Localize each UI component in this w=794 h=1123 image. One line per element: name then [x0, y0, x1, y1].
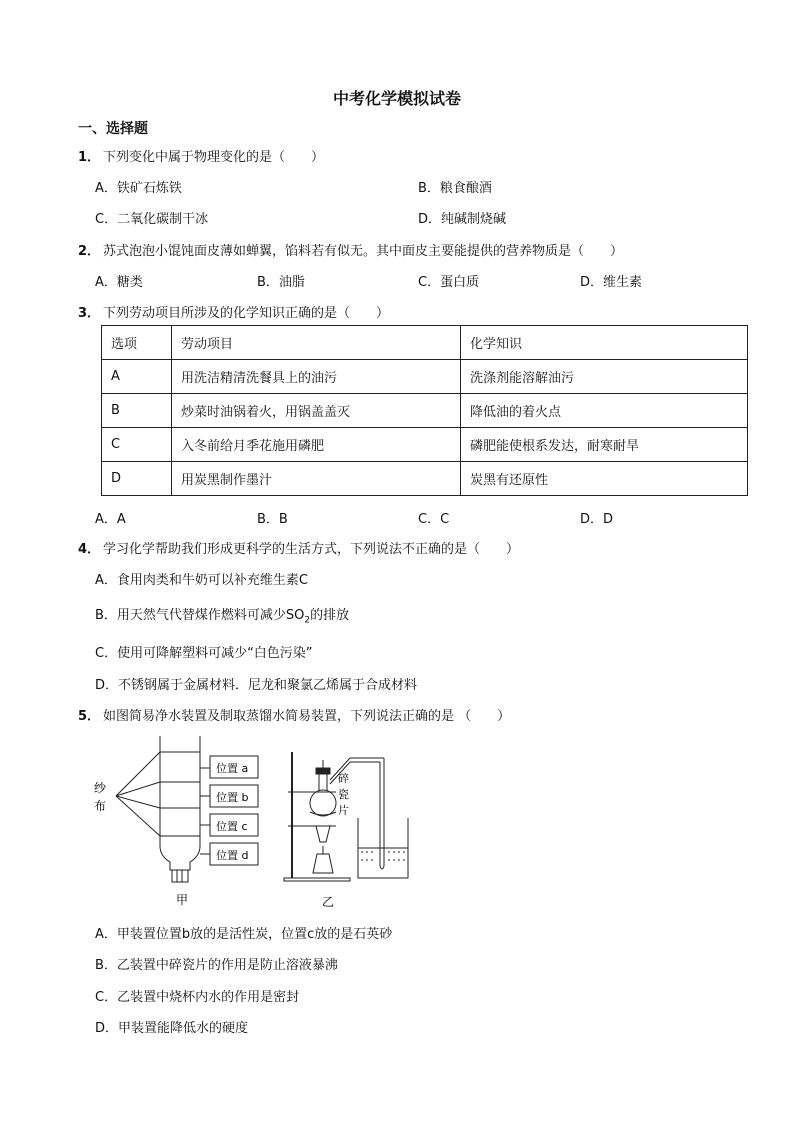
q2-option-c[interactable]: C．蛋白质 [418, 275, 480, 290]
shard-label: 碎 [338, 772, 349, 785]
cloth-label: 纱 [94, 781, 107, 795]
question-text: 如图简易净水装置及制取蒸馏水简易装置，下列说法正确的是 （ ） [103, 709, 511, 724]
q1-option-d[interactable]: D．纯碱制烧碱 [418, 212, 507, 227]
question-1 [78, 146, 324, 165]
table-cell: 用炭黑制作墨汁 [172, 462, 461, 496]
q3-option-d[interactable]: D．D [580, 512, 614, 527]
table-row [102, 394, 748, 428]
question-number: 4． [78, 542, 101, 557]
position-d-label: 位置 d [216, 849, 249, 862]
question-number: 2． [78, 244, 101, 259]
option-text: B．用天然气代替煤作燃料可减少SO [95, 608, 305, 623]
figure-label-yi: 乙 [322, 895, 335, 909]
q1-option-b[interactable]: B．粮食酿酒 [418, 181, 492, 196]
table-row [102, 360, 748, 394]
table-header-cell: 劳动项目 [172, 326, 461, 360]
table-cell: 磷肥能使根系发达，耐寒耐旱 [461, 428, 748, 462]
q1-option-a[interactable]: A．铁矿石炼铁 [95, 181, 182, 196]
knowledge-table [101, 325, 748, 496]
question-number: 3． [78, 306, 101, 321]
q4-option-d[interactable]: D．不锈钢属于金属材料．尼龙和聚氯乙烯属于合成材料 [95, 678, 418, 693]
table-cell: D [102, 462, 172, 496]
q1-option-c[interactable]: C．二氧化碳制干冰 [95, 212, 209, 227]
section-heading: 一、选择题 [78, 121, 148, 137]
question-5 [78, 705, 510, 724]
table-cell: 炒菜时油锅着火，用锅盖盖灭 [172, 394, 461, 428]
table-cell: A [102, 360, 172, 394]
position-c-label: 位置 c [216, 820, 248, 833]
position-a-label: 位置 a [216, 762, 249, 775]
position-b-label: 位置 b [216, 791, 249, 804]
question-4 [78, 538, 519, 557]
q5-option-b[interactable]: B．乙装置中碎瓷片的作用是防止溶液暴沸 [95, 958, 338, 973]
q3-option-c[interactable]: C．C [418, 512, 450, 527]
q5-option-c[interactable]: C．乙装置中烧杯内水的作用是密封 [95, 990, 300, 1005]
question-text: 苏式泡泡小馄饨面皮薄如蝉翼，馅料若有似无。其中面皮主要能提供的营养物质是（ ） [103, 244, 624, 259]
shard-label: 片 [338, 804, 349, 817]
question-2 [78, 240, 623, 259]
question-number: 1． [78, 150, 101, 165]
table-cell: 降低油的着火点 [461, 394, 748, 428]
table-row [102, 462, 748, 496]
table-header-cell: 选项 [102, 326, 172, 360]
figure-label-jia: 甲 [176, 893, 189, 907]
question-text: 下列变化中属于物理变化的是（ ） [103, 150, 325, 165]
table-cell: 入冬前给月季花施用磷肥 [172, 428, 461, 462]
question-number: 5． [78, 709, 101, 724]
q4-option-c[interactable]: C．使用可降解塑料可减少“白色污染” [95, 646, 313, 661]
question-text: 学习化学帮助我们形成更科学的生活方式，下列说法不正确的是（ ） [103, 542, 520, 557]
q5-option-d[interactable]: D．甲装置能降低水的硬度 [95, 1021, 249, 1036]
question-text: 下列劳动项目所涉及的化学知识正确的是（ ） [103, 306, 390, 321]
subscript: 2 [304, 615, 311, 626]
shard-label: 瓷 [338, 788, 349, 801]
table-header-row [102, 326, 748, 360]
table-row [102, 428, 748, 462]
q3-option-a[interactable]: A．A [95, 512, 126, 527]
page-title: 中考化学模拟试卷 [332, 89, 461, 108]
cloth-label: 布 [94, 799, 107, 813]
option-text: 的排放 [310, 608, 350, 623]
table-cell: 洗涤剂能溶解油污 [461, 360, 748, 394]
apparatus-figure [88, 728, 428, 918]
question-3 [78, 302, 389, 321]
q2-option-b[interactable]: B．油脂 [257, 275, 305, 290]
table-header-cell: 化学知识 [461, 326, 748, 360]
q2-option-a[interactable]: A．糖类 [95, 275, 143, 290]
table-cell: C [102, 428, 172, 462]
q3-option-b[interactable]: B．B [257, 512, 288, 527]
table-cell: 炭黑有还原性 [461, 462, 748, 496]
q5-option-a[interactable]: A．甲装置位置b放的是活性炭，位置c放的是石英砂 [95, 927, 393, 942]
table-cell: B [102, 394, 172, 428]
q4-option-a[interactable]: A．食用肉类和牛奶可以补充维生素C [95, 573, 308, 588]
table-cell: 用洗洁精清洗餐具上的油污 [172, 360, 461, 394]
q4-option-b[interactable] [95, 604, 349, 626]
q2-option-d[interactable]: D．维生素 [580, 275, 643, 290]
